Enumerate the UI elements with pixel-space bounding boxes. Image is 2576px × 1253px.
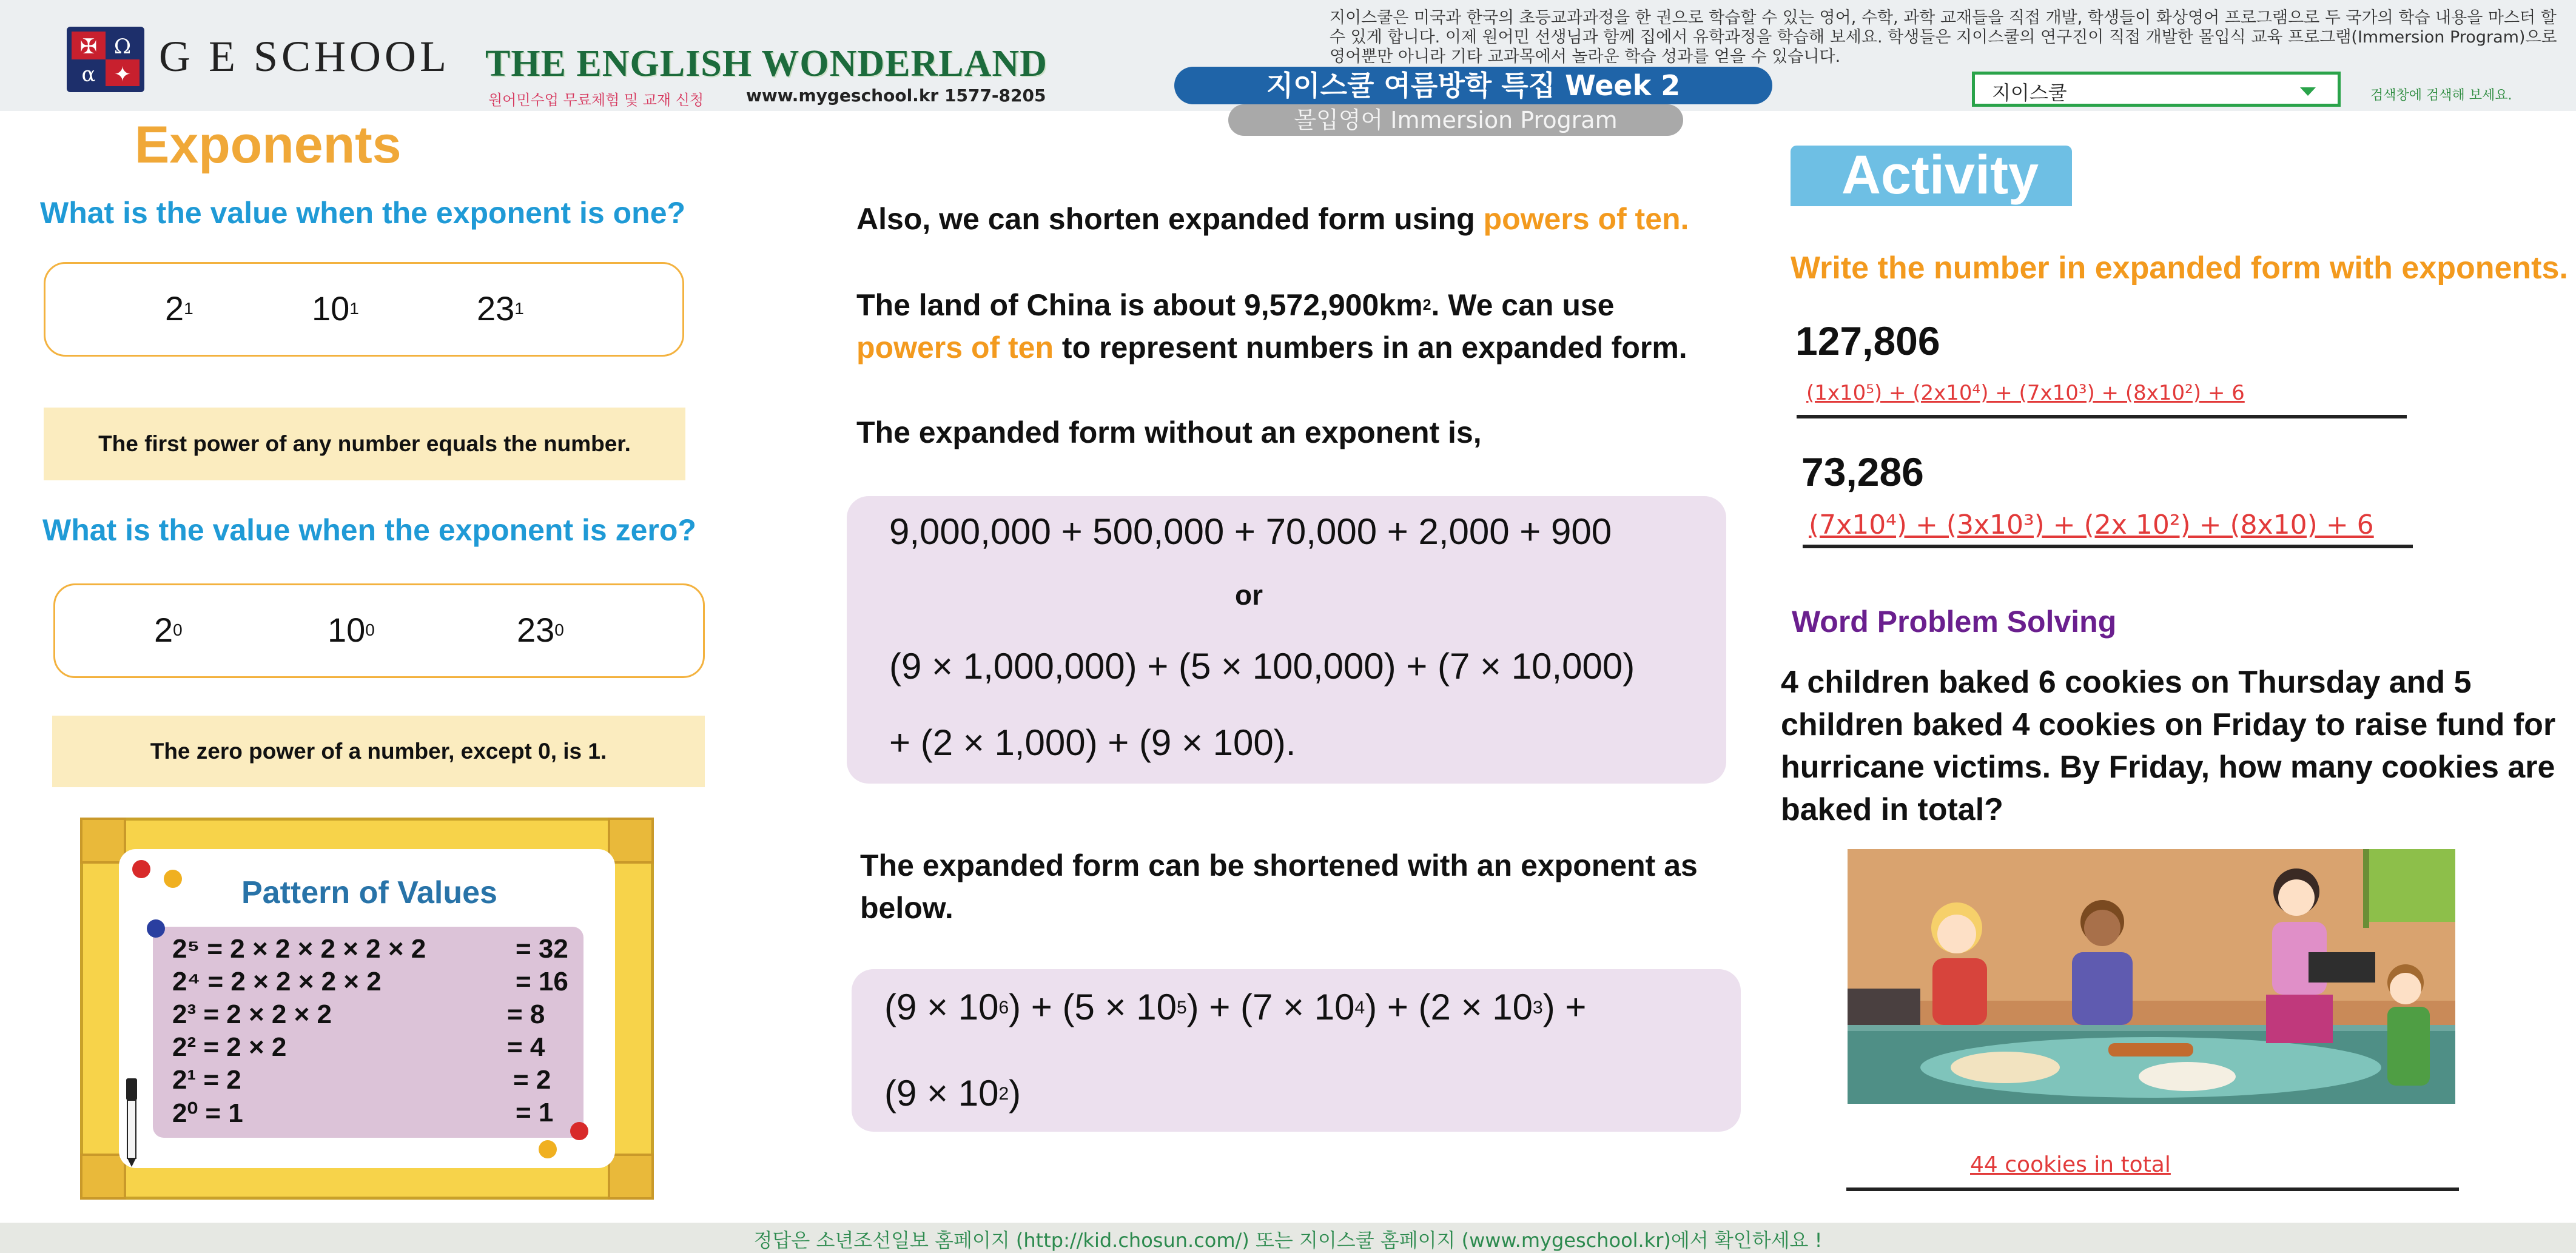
page-title: Exponents [135,116,402,174]
pattern-line: 2⁰ = 1 [172,1098,243,1128]
power-item: $10^1$ [312,289,359,328]
exercise-number: 127,806 [1795,318,1940,363]
powers-one-box [44,262,684,357]
pattern-line: 2⁵ = 2 × 2 × 2 × 2 × 2 [172,934,426,964]
svg-text:✦: ✦ [113,62,132,87]
children-baking-cookies-illustration [1848,849,2455,1104]
power-item: $10^0$ [328,611,375,649]
pattern-value: = 4 [507,1032,545,1062]
power-item: $2^1$ [165,289,193,328]
answer-line [1803,545,2413,548]
pattern-value: = 1 [516,1098,554,1127]
magnet-icon [164,870,182,888]
expanded-intro-text: The expanded form without an exponent is, [856,415,1482,449]
svg-text:Ω: Ω [113,35,132,59]
expanded-or: or [1235,579,1263,611]
board-corner [608,1154,654,1200]
handwritten-answer: (7x10⁴) + (3x10³) + (2x 10²) + (8x10) + 6 [1809,509,2374,540]
handwritten-answer: (1x10⁵) + (2x10⁴) + (7x10³) + (8x10²) + 6 [1806,381,2245,405]
pattern-title: Pattern of Values [241,875,497,910]
pattern-value: = 16 [516,967,568,996]
pattern-line: 2² = 2 × 2 [172,1032,287,1062]
note-first-power: The first power of any number equals the number. [44,408,685,480]
search-hint: 검색창에 검색해 보세요. [2370,88,2512,103]
exercise-number: 73,286 [1801,449,1924,494]
pattern-value: = 2 [513,1065,551,1095]
svg-text:α: α [81,62,96,87]
svg-text:✠: ✠ [79,35,98,59]
header-subtitle: THE ENGLISH WONDERLAND [485,43,1048,84]
board-corner [80,1154,126,1200]
magnet-icon [570,1122,588,1140]
pattern-line: 2³ = 2 × 2 × 2 [172,999,332,1029]
question-exponent-zero: What is the value when the exponent is zero? [42,513,696,547]
china-area-text: The land of China is about $9,572,900km^2$. We can use powers of ten to represent numbers in an expanded form. [856,288,1687,364]
powers-intro-text: Also, we can shorten expanded form using powers of ten. [856,202,1689,236]
shortened-intro-text: The expanded form can be shortened with an exponent as below. [860,848,1698,925]
board-corner [80,818,126,864]
handwritten-answer: 44 cookies in total [1970,1152,2171,1177]
pattern-value: = 32 [516,934,568,964]
school-name[interactable]: G E SCHOOL [159,32,451,81]
board-corner [608,818,654,864]
expanded-line: (9 × 1,000,000) + (5 × 100,000) + (7 × 10,000) [889,646,1635,687]
footer-answer-link[interactable]: 정답은 소년조선일보 홈페이지 (http://kid.chosun.com/) 또는 지이스쿨 홈페이지 (www.mygeschool.kr)에서 확인하세요 ! [753,1229,1823,1252]
powers-zero-box [53,583,705,678]
school-crest-icon [66,25,146,93]
promo-link[interactable]: 원어민수업 무료체험 및 교재 신청 [488,92,704,109]
question-exponent-one: What is the value when the exponent is one? [40,196,686,230]
word-problem-text: 4 children baked 6 cookies on Thursday and 5 children baked 4 cookies on Friday to raise fund for hurricane victims. By Friday, how many cookies are baked in total? [1781,665,2556,827]
immersion-label: 몰입영어 Immersion Program [1228,104,1683,136]
pattern-line: 2⁴ = 2 × 2 × 2 × 2 [172,967,382,996]
exponent-form-line: $(9 \times 10^6) + (5 \times 10^5) + (7 \times 10^4) + (2 \times 10^3)$ + [884,987,1587,1027]
site-contact[interactable]: www.mygeschool.kr 1577-8205 [746,86,1046,106]
expanded-line: 9,000,000 + 500,000 + 70,000 + 2,000 + 900 [889,511,1612,552]
answer-line [1797,415,2407,418]
week-banner: 지이스쿨 여름방학 특집 Week 2 [1174,67,1772,104]
answer-line [1846,1187,2459,1191]
chevron-down-icon[interactable] [2300,87,2316,96]
expanded-line: + (2 × 1,000) + (9 × 100). [889,722,1296,763]
magnet-icon [147,919,165,938]
intro-text: 지이스쿨은 미국과 한국의 초등교과과정을 한 권으로 학습할 수 있는 영어, 수학, 과학 교재들을 직접 개발, 학생들이 화상영어 프로그램으로 두 국가의 학습 내용을 마스터 할 수 있게 합니다. 이제 원어민 선생님과 함께 집에서 유학과정을 학습해 보세요. 학생들은 지이스쿨의 연구진이 직접 개발한 몰입식 교육 프로그램(Immersion Program)으로 영어뿐만 아니라 기타 교과목에서 놀라운 학습 성과를 얻을 수 있습니다. [1330,8,2557,66]
power-item: $23^0$ [517,611,564,649]
marker-icon [123,1077,141,1168]
word-problem-title: Word Problem Solving [1792,605,2117,639]
activity-instruction: Write the number in expanded form with exponents. [1791,250,2568,286]
search-value: 지이스쿨 [1992,81,2067,104]
power-item: $23^1$ [477,289,524,328]
magnet-icon [539,1140,557,1158]
activity-title: Activity [1841,145,2039,206]
pattern-line: 2¹ = 2 [172,1065,241,1095]
exponent-form-line: $(9 \times 10^2)$ [884,1073,1021,1114]
magnet-icon [132,860,150,878]
note-zero-power: The zero power of a number, except 0, is 1. [52,716,705,787]
pattern-value: = 8 [507,999,545,1029]
power-item: $2^0$ [154,611,183,649]
